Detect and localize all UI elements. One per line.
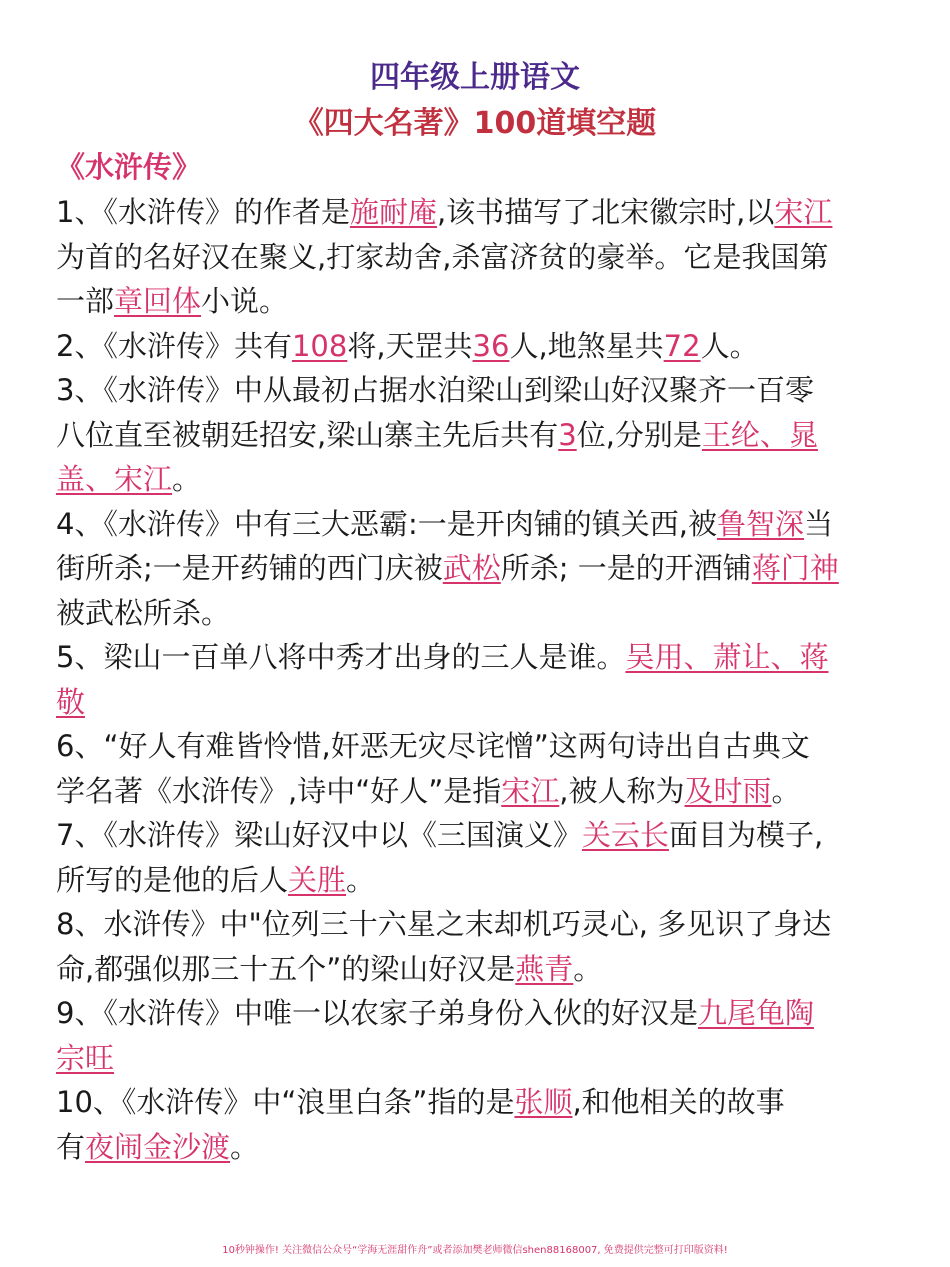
question-text: 。 [230, 1129, 260, 1164]
question-text: 面目为模子, [668, 818, 824, 852]
question-text: 所杀; 一是的开酒铺 [500, 551, 752, 585]
question-text: 。 [771, 773, 801, 808]
answer-blank: 张顺 [514, 1085, 573, 1119]
answer-blank: 敬 [56, 684, 86, 719]
answer-blank: 九尾龟陶 [697, 996, 814, 1030]
question-text: 位,分别是 [576, 417, 702, 452]
text-line [56, 947, 896, 992]
question-text: 。 [346, 862, 376, 897]
section-heading: 《水浒传》 [56, 150, 202, 184]
footer-note: 10秒钟操作! 关注微信公众号“学海无涯甜作舟”或者添加樊老师微信shen88168007, 免费提供完整可打印版资料! [222, 1245, 728, 1256]
text-line [56, 724, 896, 769]
text-line [56, 413, 896, 458]
question-text: 4、《水浒传》中有三大恶霸:一是开肉铺的镇关西,被 [56, 506, 717, 541]
answer-blank: 关胜 [288, 862, 347, 897]
answer-blank: 武松 [442, 551, 501, 585]
answer-blank: 燕青 [515, 951, 574, 986]
answer-blank: 72 [663, 328, 701, 363]
question-text: ,和他相关的故事 [572, 1085, 785, 1119]
question-text: 八位直至被朝廷招安,梁山寨主先后共有 [56, 417, 559, 452]
question-text: 将,天罡共 [347, 328, 473, 363]
answer-blank: 及时雨 [684, 773, 772, 808]
answer-blank: 夜闹金沙渡 [85, 1129, 231, 1164]
question-text: 街所杀;一是开药铺的西门庆被 [56, 551, 443, 585]
question-text: 学名著《水浒传》,诗中“好人”是指 [56, 773, 502, 808]
question-text: 人,地煞星共 [509, 328, 664, 363]
question-text: 当 [803, 506, 833, 541]
answer-blank: 章回体 [114, 284, 202, 318]
question-text: 被武松所杀。 [56, 595, 231, 630]
answer-blank: 蒋门神 [751, 551, 839, 585]
text-line [56, 1036, 896, 1081]
question-text: 1、《水浒传》的作者是 [56, 195, 350, 229]
text-line [56, 368, 896, 413]
answer-blank: 施耐庵 [349, 195, 437, 229]
page-title: 四年级上册语文 [370, 60, 580, 95]
question-text: 3、《水浒传》中从最初占据水泊梁山到梁山好汉聚齐一百零 [56, 373, 814, 407]
question-text: 。 [573, 951, 603, 986]
answer-blank: 108 [291, 328, 348, 363]
text-line [56, 591, 896, 636]
question-text: 10、《水浒传》中“浪里白条”指的是 [56, 1085, 515, 1119]
question-text: ,该书描写了北宋徽宗时,以 [436, 195, 775, 229]
answer-blank: 关云长 [581, 818, 669, 852]
text-line [56, 502, 896, 547]
question-text: 8、水浒传》中"位列三十六星之末却机巧灵心, 多见识了身达 [56, 907, 832, 941]
text-line [56, 235, 896, 280]
text-line [56, 546, 896, 591]
answer-blank: 鲁智深 [716, 506, 804, 541]
text-line [56, 1080, 896, 1125]
text-line [56, 902, 896, 947]
question-text: 有 [56, 1129, 86, 1164]
question-text: ,被人称为 [559, 773, 685, 808]
text-line [56, 858, 896, 903]
text-line [56, 769, 896, 814]
text-line [56, 190, 896, 235]
text-line [56, 279, 896, 324]
question-text: 为首的名好汉在聚义,打家劫舍,杀富济贫的豪举。它是我国第 [56, 239, 829, 274]
text-line [56, 635, 896, 680]
text-line [56, 680, 896, 725]
question-text: 所写的是他的后人 [56, 862, 289, 897]
text-line [56, 813, 896, 858]
answer-blank: 吴用、萧让、蒋 [625, 640, 829, 674]
question-text: 2、《水浒传》共有 [56, 328, 292, 363]
answer-blank: 王纶、晁 [701, 417, 818, 452]
answer-blank: 36 [472, 328, 510, 363]
answer-blank: 宋江 [501, 773, 560, 808]
answer-blank: 3 [558, 417, 577, 452]
text-line [56, 991, 896, 1036]
text-line [56, 324, 896, 369]
answer-blank: 宋江 [774, 195, 833, 229]
question-text: 5、梁山一百单八将中秀才出身的三人是谁。 [56, 640, 626, 674]
answer-blank: 盖、宋江 [56, 462, 173, 496]
question-text: 7、《水浒传》梁山好汉中以《三国演义》 [56, 818, 582, 852]
text-line [56, 1125, 896, 1170]
question-text: 人。 [700, 328, 759, 363]
question-text: 6、“好人有难皆怜惜,奸恶无灾尽诧憎”这两句诗出自古典文 [56, 729, 810, 763]
question-text: 。 [172, 462, 202, 496]
question-text: 小说。 [201, 284, 289, 318]
question-text: 9、《水浒传》中唯一以农家子弟身份入伙的好汉是 [56, 996, 698, 1030]
page-subtitle: 《四大名著》100道填空题 [293, 106, 657, 141]
question-text: 一部 [56, 284, 115, 318]
answer-blank: 宗旺 [56, 1040, 115, 1075]
question-list [56, 190, 896, 1169]
text-line [56, 457, 896, 502]
question-text: 命,都强似那三十五个”的梁山好汉是 [56, 951, 516, 986]
